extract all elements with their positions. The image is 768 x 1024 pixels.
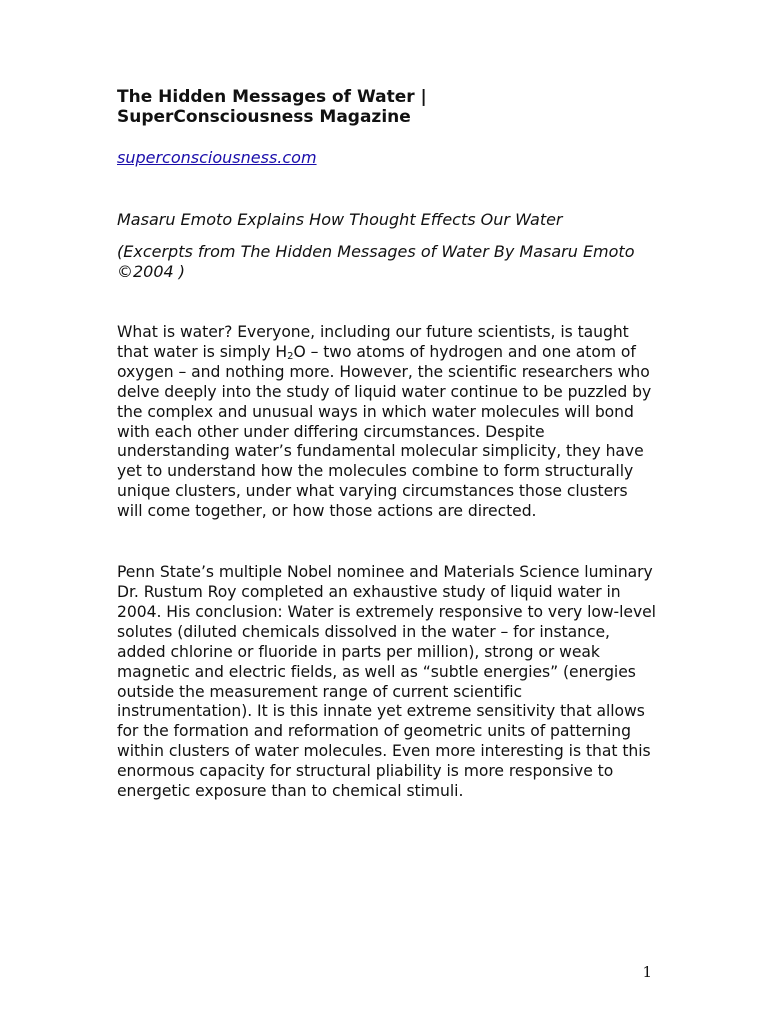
- excerpt-note: (Excerpts from The Hidden Messages of Water By Masaru Emoto ©2004 ): [117, 242, 635, 281]
- paragraph-1-subscript: 2: [287, 350, 294, 362]
- article-title: [117, 87, 657, 127]
- page-number: 1: [642, 963, 652, 981]
- article-title-line2: SuperConsciousness Magazine: [117, 107, 411, 127]
- paragraph-1: [117, 323, 657, 522]
- source-link[interactable]: superconsciousness.com: [117, 148, 317, 167]
- article-subtitle: Masaru Emoto Explains How Thought Effects Our Water: [117, 210, 563, 229]
- paragraph-1-part-b: O – two atoms of hydrogen and one atom of oxygen – and nothing more. However, the scientific researchers who delve deeply into the study of liquid water continue to be puzzled by the complex and unusual ways in which water molecules will bond with each other under differing circumstances. Despite understanding water’s fundamental molecular simplicity, they have yet to understand how the molecules combine to form structurally unique clusters, under what varying circumstances those clusters will come together, or how those actions are directed.: [117, 342, 652, 521]
- paragraph-2: Penn State’s multiple Nobel nominee and Materials Science luminary Dr. Rustum Roy completed an exhaustive study of liquid water in 2004. His conclusion: Water is extremely responsive to very low-level solutes (diluted chemicals dissolved in the water – for instance, added chlorine or fluoride in parts per million), strong or weak magnetic and electric fields, as well as “subtle energies” (energies outside the measurement range of current scientific instrumentation). It is this innate yet extreme sensitivity that allows for the formation and reformation of geometric units of patterning within clusters of water molecules. Even more interesting is that this enormous capacity for structural pliability is more responsive to energetic exposure than to chemical stimuli.: [117, 563, 656, 801]
- document-body: [117, 87, 657, 802]
- paragraph-1-part-a: What is water? Everyone, including our future scientists, is taught that water is simply H: [117, 323, 629, 361]
- article-title-line1: The Hidden Messages of Water |: [117, 87, 427, 107]
